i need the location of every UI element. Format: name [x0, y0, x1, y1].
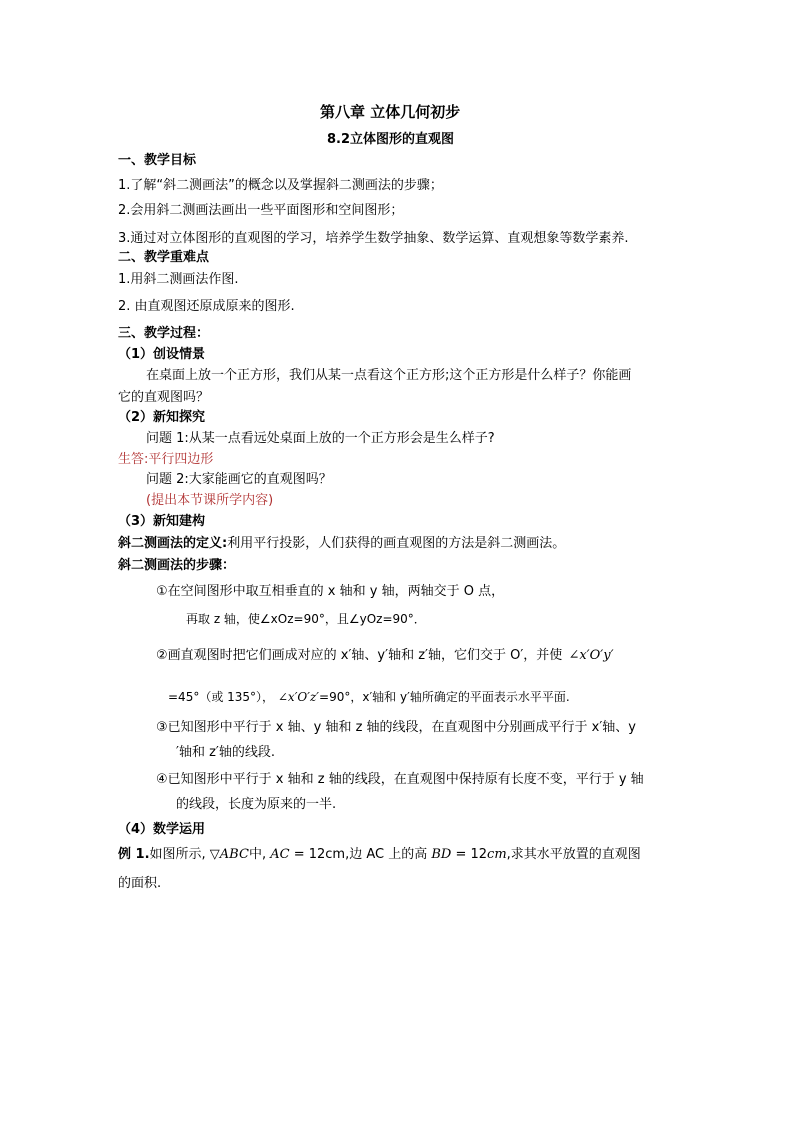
step2-text-a: =45°（或 135°）， — [168, 690, 275, 704]
step2-line1 — [156, 647, 614, 665]
step2-text-b: =90°，x′轴和 y′轴所确定的平面表示水平平面. — [319, 690, 570, 704]
sec1-item-3: 3.通过对立体图形的直观图的学习，培养学生数学抽象、数学运算、直观想象等数学素养. — [118, 231, 629, 246]
step4-line1: ④已知图形中平行于 x 轴和 z 轴的线段，在直观图中保持原有长度不变，平行于 y 轴 — [156, 772, 644, 787]
angle-xoz: ∠x′O′z′ — [277, 690, 320, 704]
step2-text: ②画直观图时把它们画成对应的 x′轴、y′轴和 z′轴，它们交于 O′，并使 — [156, 648, 563, 663]
part2-heading: （2）新知探究 — [118, 410, 206, 425]
example-line1 — [118, 846, 641, 864]
chapter-title: 第八章 立体几何初步 — [320, 103, 461, 121]
example-text-4: ,求其水平放置的直观图 — [506, 847, 641, 862]
step2-line2 — [168, 688, 570, 706]
sec1-heading: 一、教学目标 — [118, 153, 197, 168]
example-text-2: 中, — [248, 847, 267, 862]
definition-line — [118, 535, 565, 553]
example-eq-2: = 12 — [451, 847, 488, 862]
step4-line2: 的线段，长度为原来的一半. — [176, 797, 337, 812]
question-2: 问题 2:大家能画它的直观图吗？ — [146, 472, 332, 487]
angle-xoy: ∠x′O′y′ — [568, 648, 614, 663]
example-text-1: 如图所示, — [149, 847, 206, 862]
part1-text-line2: 它的直观图吗？ — [118, 390, 210, 405]
sec1-item-1: 1.了解“斜二测画法”的概念以及掌握斜二测画法的步骤； — [118, 178, 443, 193]
segment-ac: AC — [270, 847, 290, 862]
example-line2: 的面积. — [118, 876, 162, 891]
unit-cm: cm — [487, 847, 507, 862]
sec2-item-2: 2. 由直观图还原成原来的图形. — [118, 299, 295, 314]
step3-line2: ′轴和 z′轴的线段. — [176, 745, 275, 760]
steps-heading: 斜二测画法的步骤： — [118, 558, 236, 573]
part3-heading: （3）新知建构 — [118, 514, 206, 529]
segment-bd: BD — [431, 847, 452, 862]
sec2-item-1: 1.用斜二测画法作图. — [118, 272, 239, 287]
part4-heading: （4）数学运用 — [118, 822, 206, 837]
example-label: 例 1. — [118, 847, 150, 862]
definition-text: 利用平行投影，人们获得的画直观图的方法是斜二测画法。 — [227, 536, 566, 551]
definition-label: 斜二测画法的定义: — [118, 536, 228, 551]
question-1: 问题 1:从某一点看远处桌面上放的一个正方形会是生么样子? — [146, 431, 495, 446]
part1-heading: （1）创设情景 — [118, 347, 206, 362]
lesson-note: (提出本节课所学内容) — [146, 493, 274, 508]
sec1-item-2: 2.会用斜二测画法画出一些平面图形和空间图形； — [118, 203, 404, 218]
student-answer: 生答:平行四边形 — [118, 452, 214, 467]
part1-text-line1: 在桌面上放一个正方形，我们从某一点看这个正方形;这个正方形是什么样子？你能画 — [146, 368, 632, 383]
sec3-heading: 三、教学过程： — [118, 326, 210, 341]
example-text-3: ,边 AC 上的高 — [345, 847, 432, 862]
step3-line1: ③已知图形中平行于 x 轴、y 轴和 z 轴的线段，在直观图中分别画成平行于 x′轴、y — [156, 720, 636, 735]
step1-line2: 再取 z 轴，使∠xOz=90°，且∠yOz=90°． — [186, 612, 426, 626]
example-eq-1: = 12cm — [289, 847, 346, 862]
triangle-abc: ▽ABC — [209, 847, 249, 862]
sec2-heading: 二、教学重难点 — [118, 250, 210, 265]
section-subtitle: 8.2立体图形的直观图 — [327, 132, 455, 147]
step1-line1: ①在空间图形中取互相垂直的 x 轴和 y 轴，两轴交于 O 点， — [156, 584, 505, 599]
